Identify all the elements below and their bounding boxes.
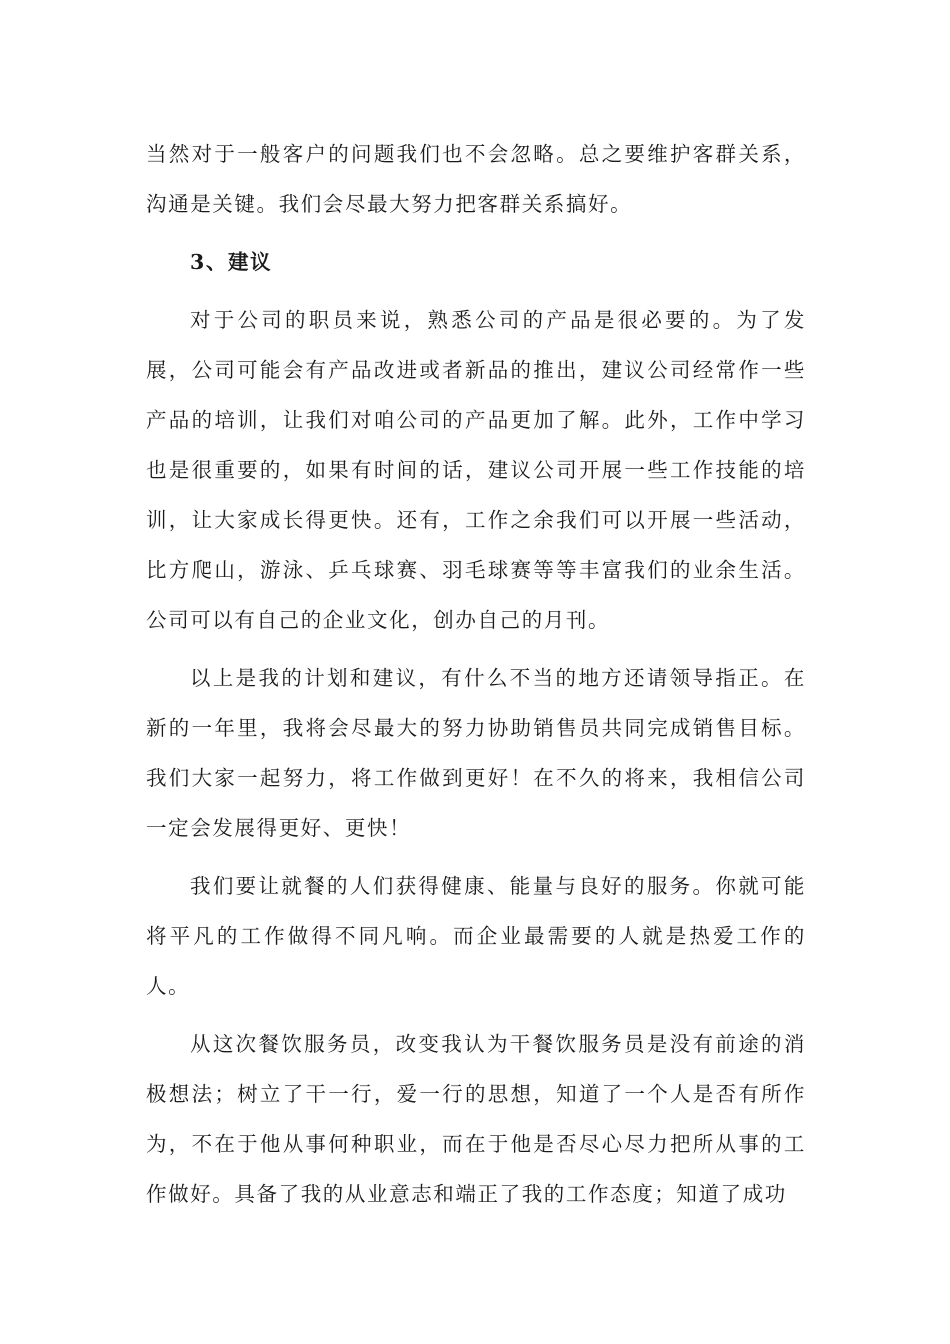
paragraph-plan-summary: 以上是我的计划和建议，有什么不当的地方还请领导指正。在新的一年里，我将会尽最大的努力协助销售员共同完成销售目标。我们大家一起努力，将工作做到更好！在不久的将来，我相信公司一定会发展得更好、更快！: [146, 666, 806, 840]
paragraph-service-quality: 我们要让就餐的人们获得健康、能量与良好的服务。你就可能将平凡的工作做得不同凡响。而企业最需要的人就是热爱工作的人。: [146, 874, 806, 998]
document-body: [146, 129, 806, 1227]
paragraph-work-attitude: 从这次餐饮服务员，改变我认为干餐饮服务员是没有前途的消极想法；树立了干一行，爱一行的思想，知道了一个人是否有所作为，不在于他从事何种职业，而在于他是否尽心尽力把所从事的工作做好。具备了我的从业意志和端正了我的工作态度；知道了成功: [146, 1032, 806, 1206]
paragraph-suggestions: 对于公司的职员来说，熟悉公司的产品是很必要的。为了发展，公司可能会有产品改进或者新品的推出，建议公司经常作一些产品的培训，让我们对咱公司的产品更加了解。此外，工作中学习也是很重要的，如果有时间的话，建议公司开展一些工作技能的培训，让大家成长得更快。还有，工作之余我们可以开展一些活动，比方爬山，游泳、乒乓球赛、羽毛球赛等等丰富我们的业余生活。公司可以有自己的企业文化，创办自己的月刊。: [146, 308, 806, 632]
paragraph-client-relations: 当然对于一般客户的问题我们也不会忽略。总之要维护客群关系，沟通是关键。我们会尽最大努力把客群关系搞好。: [146, 142, 806, 216]
section-heading-suggestions: 3、建议: [190, 250, 273, 274]
